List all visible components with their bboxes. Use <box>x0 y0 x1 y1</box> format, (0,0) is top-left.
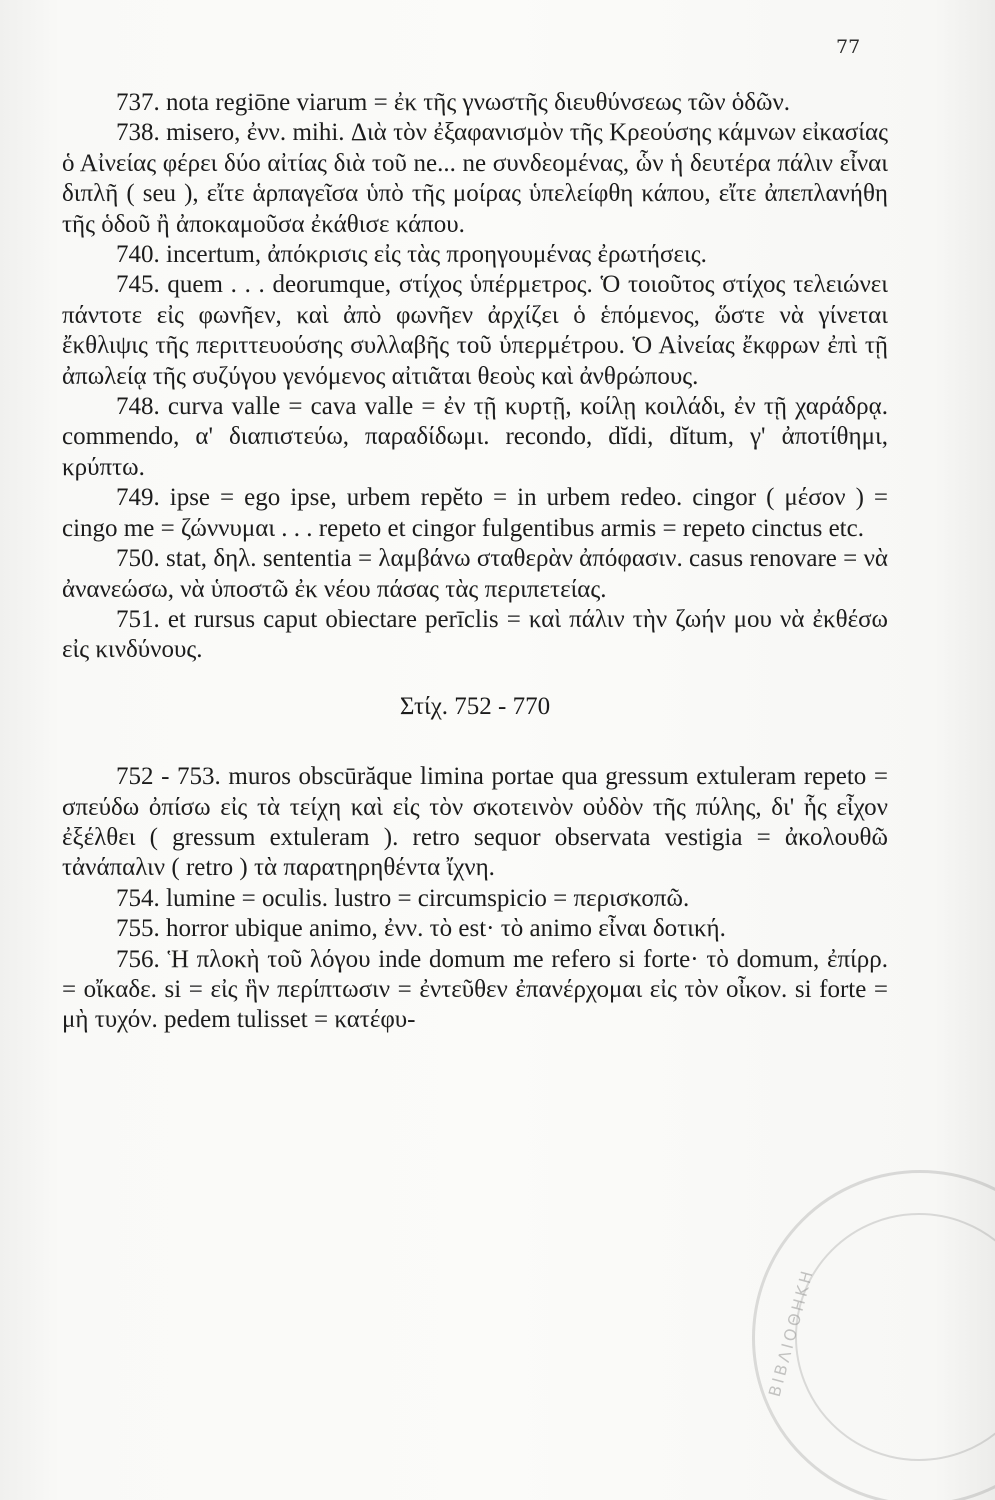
note-paragraph: 738. misero, ἐνν. mihi. Διὰ τὸν ἐξαφανισμὸν τῆς Κρεούσης κάμνων εἰκασίας ὁ Αἰνείας φέρει δύο αἰτίας διὰ τοῦ ne... ne συνδεομένας, ὧν ἡ δευτέρα πάλιν εἶναι διπλῆ ( seu ), εἴτε ἁρπαγεῖσα ὑπὸ τῆς μοίρας ὑπελείφθη κάπου, εἴτε ἀπεπλανήθη τῆς ὁδοῦ ἢ ἀποκαμοῦσα ἐκάθισε κάπου. <box>62 119 888 238</box>
note-paragraph: 740. incertum, ἀπόκρισις εἰς τὰς προηγουμένας ἐρωτήσεις. <box>116 241 707 269</box>
library-stamp-inner-ring <box>795 1213 995 1461</box>
note-paragraph: 737. nota regiōne viarum = ἐκ τῆς γνωστῆς διευθύνσεως τῶν ὁδῶν. <box>116 89 791 116</box>
note-paragraph: 754. lumine = oculis. lustro = circumspicio = περισκοπῶ. <box>116 884 690 912</box>
note-paragraph: 749. ipse = ego ipse, urbem repĕto = in urbem redeo. cingor ( μέσον ) = cingo me = ζώννυμαι . . . repeto et cingor fulgentibus armis = repeto cinctus etc. <box>62 484 888 542</box>
library-stamp-text: ΒΙΒΛΙΟΘΗΚΗ <box>764 1266 818 1399</box>
note-paragraph: 751. et rursus caput obiectare perīclis = καὶ πάλιν τὴν ζωήν μου νὰ ἐκθέσω εἰς κινδύνους. <box>62 605 888 664</box>
commentary-text <box>62 88 888 1036</box>
page-number: 77 <box>836 36 861 58</box>
note-paragraph: 750. stat, δηλ. sententia = λαμβάνω σταθερὰν ἀπόφασιν. casus renovare = νὰ ἀνανεώσω, νὰ ὑποστῶ ἐκ νέου πάσας τὰς περιπετείας. <box>62 545 888 603</box>
section-heading: Στίχ. 752 - 770 <box>399 692 551 720</box>
note-paragraph: 748. curva valle = cava valle = ἐν τῇ κυρτῇ, κοίλῃ κοιλάδι, ἐν τῇ χαράδρᾳ. commendo, α' διαπιστεύω, παραδίδωμι. recondo, dĭdi, dĭtum, γ' ἀποτίθημι, κρύπτω. <box>62 393 888 481</box>
note-paragraph: 745. quem . . . deorumque, στίχος ὑπέρμετρος. Ὁ τοιοῦτος στίχος τελειώνει πάντοτε εἰς φωνῆεν, καὶ ἀπὸ φωνῆεν ἀρχίζει ὁ ἑπόμενος, ὥστε νὰ γίνεται ἔκθλιψις τῆς περιττευούσης συλλαβῆς τοῦ ὑπερμέτρου. Ὁ Αἰνείας ἔκφρων ἐπὶ τῇ ἀπωλείᾳ τῆς συζύγου γενόμενος αἰτιᾶται θεοὺς καὶ ἀνθρώπους. <box>62 271 888 390</box>
library-stamp <box>752 1170 995 1500</box>
note-paragraph: 756. Ἡ πλοκὴ τοῦ λόγου inde domum me refero si forte· τὸ domum, ἐπίρρ. = οἴκαδε. si = εἰς ἣν περίπτωσιν = ἐντεῦθεν ἐπανέρχομαι εἰς τὸν οἶκον. si forte = μὴ τυχόν. pedem tulisset = κατέφυ- <box>62 945 888 1034</box>
note-paragraph: 755. horror ubique animo, ἐνν. τὸ est· τὸ animo εἶναι δοτική. <box>116 915 726 943</box>
note-paragraph: 752 - 753. muros obscūrăque limina portae qua gressum extuleram repeto = σπεύδω ὀπίσω εἰς τὰ τείχη καὶ εἰς τὸν σκοτεινὸν οὐδὸν τῆς πύλης, δι' ἧς εἶχον ἐξέλθει ( gressum extuleram ). retro sequor observata vestigia = ἀκολουθῶ τἀνάπαλιν ( retro ) τὰ παρατηρηθέντα ἴχνη. <box>62 763 888 882</box>
